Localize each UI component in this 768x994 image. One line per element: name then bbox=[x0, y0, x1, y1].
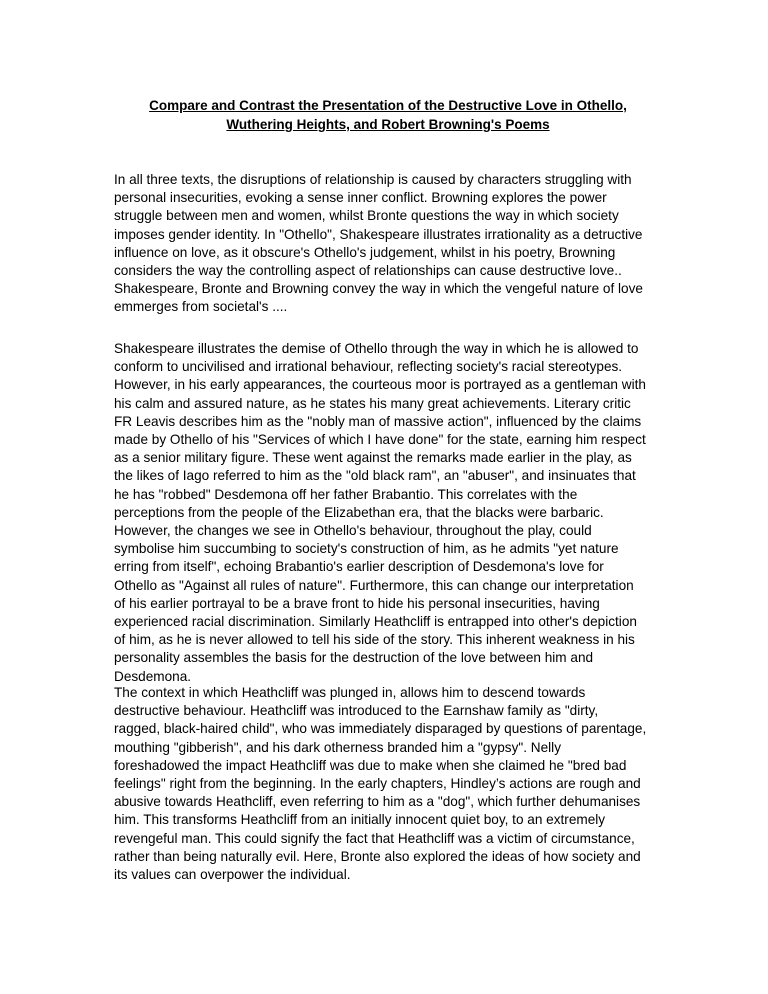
text-line: his calm and assured nature, as he states his many great achievements. Literary critic bbox=[114, 395, 631, 411]
text-line: struggle between men and women, whilst Bronte questions the way in which society bbox=[114, 208, 619, 224]
text-line: Othello as "Against all rules of nature". Furthermore, this can change our interpretation bbox=[114, 577, 634, 593]
title-line: Compare and Contrast the Presentation of the Destructive Love in Othello, bbox=[149, 98, 627, 113]
text-line: of his earlier portrayal to be a brave front to hide his personal insecurities, having bbox=[114, 595, 600, 611]
text-line: conform to uncivilised and irrational behaviour, reflecting society's racial stereotypes. bbox=[114, 359, 623, 375]
text-line: However, the changes we see in Othello's behaviour, throughout the play, could bbox=[114, 523, 592, 539]
text-line: abusive towards Heathcliff, even referring to him as a "dog", which further dehumanises bbox=[114, 794, 641, 810]
text-line: Desdemona. bbox=[114, 668, 192, 684]
text-line: symbolise him succumbing to society's construction of him, as he admits "yet nature bbox=[114, 541, 619, 557]
text-line: perceptions from the people of the Elizabethan era, that the blacks were barbaric. bbox=[114, 504, 604, 520]
text-line: However, in his early appearances, the courteous moor is portrayed as a gentleman with bbox=[114, 377, 646, 393]
text-line: The context in which Heathcliff was plunged in, allows him to descend towards bbox=[114, 685, 586, 700]
text-line: him. This transforms Heathcliff from an initially innocent quiet boy, to an extremely bbox=[114, 812, 606, 828]
text-line: made by Othello of his "Services of which I have done" for the state, earning him respect bbox=[114, 432, 646, 448]
text-line: foreshadowed the impact Heathcliff was due to make when she claimed he "bred bad bbox=[114, 757, 627, 773]
text-line: personal insecurities, evoking a sense inner conflict. Browning explores the power bbox=[114, 190, 607, 206]
text-line: ragged, black-haired child", who was immediately disparaged by questions of parentage, bbox=[114, 721, 647, 737]
text-line: personality assembles the basis for the destruction of the love between him and bbox=[114, 650, 594, 666]
text-line: experienced racial discrimination. Similarly Heathcliff is entrapped into other's depiction bbox=[114, 614, 637, 630]
text-line: the likes of Iago referred to him as the "old black ram", an "abuser", and insinuates that bbox=[114, 468, 636, 484]
text-line: erring from itself", echoing Brabantio's earlier description of Desdemona's love for bbox=[114, 559, 604, 575]
paragraph-heathcliff bbox=[114, 684, 674, 884]
text-line: its values can overpower the individual. bbox=[114, 867, 351, 883]
text-line: of him, as he is never allowed to tell his side of the story. This inherent weakness in his bbox=[114, 632, 635, 648]
text-line: Shakespeare, Bronte and Browning convey the way in which the vengeful nature of love bbox=[114, 281, 643, 297]
paragraph-othello bbox=[114, 340, 674, 686]
text-line: emmerges from societal's .... bbox=[114, 299, 288, 315]
text-line: mouthing "gibberish", and his dark otherness branded him a "gypsy". Nelly bbox=[114, 739, 561, 755]
text-line: Shakespeare illustrates the demise of Othello through the way in which he is allowed to bbox=[114, 341, 639, 356]
text-line: feelings" right from the beginning. In the early chapters, Hindley’s actions are rough and bbox=[114, 776, 641, 792]
text-line: influence on love, as it obscure's Othello's judgement, whilst in his poetry, Browning bbox=[114, 244, 616, 260]
text-line: revengeful man. This could signify the fact that Heathcliff was a victim of circumstance, bbox=[114, 830, 635, 846]
title-line: Wuthering Heights, and Robert Browning's Poems bbox=[226, 117, 550, 132]
text-line: imposes gender identity. In "Othello", Shakespeare illustrates irrationality as a detructive bbox=[114, 226, 643, 242]
text-line: considers the way the controlling aspect of relationships can cause destructive love.. bbox=[114, 263, 622, 279]
text-line: destructive behaviour. Heathcliff was introduced to the Earnshaw family as "dirty, bbox=[114, 703, 599, 719]
text-line: as a senior military figure. These went against the remarks made earlier in the play, as bbox=[114, 450, 632, 466]
document-title bbox=[110, 96, 666, 134]
text-line: rather than being naturally evil. Here, Bronte also explored the ideas of how society and bbox=[114, 848, 641, 864]
text-line: he has "robbed" Desdemona off her father Brabantio. This correlates with the bbox=[114, 486, 578, 502]
text-line: In all three texts, the disruptions of relationship is caused by characters struggling with bbox=[114, 172, 632, 187]
text-line: FR Leavis describes him as the "nobly man of massive action", influenced by the claims bbox=[114, 413, 642, 429]
paragraph-intro bbox=[114, 171, 674, 317]
